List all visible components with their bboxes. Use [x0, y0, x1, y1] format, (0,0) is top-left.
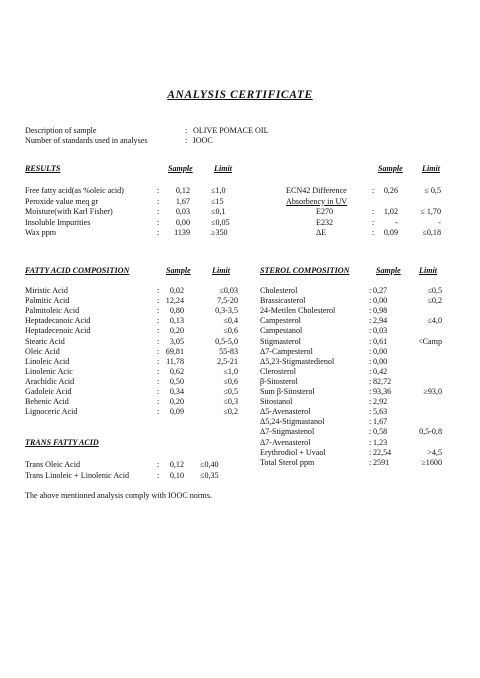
results-row-name: Moisture(with Karl Fisher): [25, 207, 113, 217]
sterol-row-name: Campestanol: [260, 326, 303, 336]
sterol-limit-header: Limit: [419, 266, 437, 275]
results-row-name: Insoluble Impurities: [25, 217, 91, 227]
sterol-row-sample: 22,54: [373, 447, 392, 457]
sterol-row-sample: 2591: [373, 457, 390, 467]
uv-row-name: E232: [316, 217, 334, 227]
fatty-acid-row-sample: 0,20: [169, 397, 184, 407]
results-row-limit: ≥350: [211, 228, 228, 238]
colon: :: [369, 356, 372, 366]
colon: :: [157, 316, 160, 326]
uv-row-limit: -: [438, 217, 441, 227]
colon: :: [369, 407, 372, 417]
colon: :: [369, 316, 372, 326]
sterol-row-sample: 0,98: [373, 306, 388, 316]
colon: :: [369, 376, 372, 386]
trans-row-name: Trans Linoleic + Linolenic Acid: [25, 470, 130, 480]
sterol-row-sample: 2,92: [373, 397, 388, 407]
colon: :: [157, 286, 160, 295]
colon: :: [369, 437, 372, 447]
sterol-row-name: Cholesterol: [260, 286, 298, 295]
fatty-acid-row-sample: 0,50: [169, 376, 184, 386]
results-sample-header: Sample: [168, 164, 193, 173]
fatty-acid-limit-header: Limit: [212, 266, 230, 275]
trans-row-limit: ≤0,35: [200, 470, 219, 480]
results-row-sample: 0,03: [175, 207, 190, 217]
fatty-acid-row-name: Linoleic Acid: [25, 356, 70, 366]
sterol-row-limit: ≥93,0: [423, 387, 442, 396]
results-row-limit: ≤1,0: [211, 186, 226, 195]
fatty-acid-row-limit: 55-83: [219, 346, 238, 356]
sterol-row-sample: 1,23: [373, 437, 388, 447]
fatty-acid-row-name: Palmitoleic Acid: [25, 306, 80, 316]
fatty-acid-row-name: Miristic Acid: [25, 286, 68, 295]
fatty-acid-row-sample: 0,13: [169, 316, 184, 326]
sterol-row-name: Stigmasterol: [260, 336, 301, 346]
ecn-limit: ≤ 0,5: [424, 186, 441, 195]
results-limit-header: Limit: [214, 164, 232, 173]
sterol-row-name: Δ7-Campesterol: [260, 346, 313, 356]
colon: :: [372, 217, 375, 227]
colon: :: [157, 387, 160, 396]
sterol-row-name: Δ7-Stigmastenol: [260, 427, 315, 437]
sterol-row-limit: >4,5: [427, 447, 442, 457]
colon: :: [185, 126, 188, 135]
colon: :: [157, 346, 160, 356]
fatty-acid-row-sample: 69,81: [165, 346, 184, 356]
uv-row-sample: -: [395, 217, 398, 227]
fatty-acid-row-limit: ≤0,3: [223, 397, 238, 407]
sterol-row-sample: 0,27: [373, 286, 388, 295]
colon: :: [369, 417, 372, 427]
results-row-sample: 0,12: [175, 186, 190, 195]
ecn-sample: 0,26: [383, 186, 398, 195]
sterol-row-limit: <Camp: [418, 336, 442, 346]
ecn-label: ECN42 Difference: [286, 186, 347, 195]
sterol-row-name: Δ5-Avenasterol: [260, 407, 311, 417]
colon: :: [157, 397, 160, 407]
colon: :: [369, 296, 372, 306]
sterol-row-sample: 93,36: [373, 387, 392, 396]
sterol-row-sample: 0,42: [373, 366, 388, 376]
sterol-row-name: Total Sterol ppm: [260, 457, 315, 467]
sterol-row-name: Δ5,24-Stigmastanol: [260, 417, 325, 427]
results-row-sample: 0,00: [175, 217, 190, 227]
fatty-acid-heading: FATTY ACID COMPOSITION: [25, 266, 130, 275]
fatty-acid-row-sample: 0,09: [169, 407, 184, 417]
fatty-acid-row-limit: 0,3-3,5: [215, 306, 238, 316]
fatty-acid-row-sample: 3,05: [169, 336, 184, 346]
results-row-limit: ≤0,05: [211, 217, 230, 227]
sterol-row-name: Δ5,23-Stigmastedienol: [260, 356, 335, 366]
sterol-row-sample: 0,03: [373, 326, 388, 336]
uv-row-limit: ≤0,18: [422, 228, 441, 238]
fatty-acid-row-limit: ≤0,5: [223, 387, 238, 396]
colon: :: [369, 286, 372, 295]
fatty-acid-row-name: Behenic Acid: [25, 397, 69, 407]
fatty-acid-row-name: Heptadecanoic Acid: [25, 316, 91, 326]
fatty-acid-row-sample: 0,20: [169, 326, 184, 336]
sterol-row-name: Erythrodiol + Uvaol: [260, 447, 326, 457]
fatty-acid-row-name: Arachidic Acid: [25, 376, 75, 386]
sterol-row-name: β-Sitosterol: [260, 376, 298, 386]
trans-row-sample: 0,10: [169, 470, 184, 480]
colon: :: [157, 460, 160, 469]
sterol-row-limit: 0,5-0,8: [419, 427, 442, 437]
fatty-acid-row-sample: 0,02: [169, 286, 184, 295]
colon: :: [372, 186, 375, 195]
results-row-limit: ≤15: [211, 196, 224, 206]
sterol-row-name: Clerosterol: [260, 366, 296, 376]
sterol-heading: STEROL COMPOSITION: [260, 266, 350, 275]
colon: :: [157, 366, 160, 376]
sterol-row-name: 24-Metilen Cholesterol: [260, 306, 336, 316]
fatty-acid-row-limit: 0,5-5,0: [215, 336, 238, 346]
uv-row-sample: 0,09: [383, 228, 398, 238]
colon: :: [157, 407, 160, 417]
fatty-acid-row-name: Lignoceric Acid: [25, 407, 78, 417]
fatty-acid-row-name: Gadoleic Acid: [25, 387, 72, 396]
sterol-row-sample: 0,61: [373, 336, 388, 346]
colon: :: [369, 346, 372, 356]
standards-label: Number of standards used in analyses: [25, 136, 148, 145]
sterol-row-sample: 1,67: [373, 417, 388, 427]
colon: :: [157, 336, 160, 346]
results-row-limit: ≤0,1: [211, 207, 226, 217]
colon: :: [157, 356, 160, 366]
fatty-acid-sample-header: Sample: [166, 266, 191, 275]
fatty-acid-row-limit: ≤0,03: [219, 286, 238, 295]
colon: :: [157, 207, 160, 217]
sterol-row-name: Sitostanol: [260, 397, 293, 407]
sterol-row-name: Brassicasterol: [260, 296, 306, 306]
fatty-acid-row-limit: 7,5-20: [217, 296, 238, 306]
fatty-acid-row-limit: ≤0,4: [223, 316, 238, 326]
uv-row-name: E270: [316, 207, 334, 217]
colon: :: [157, 228, 160, 238]
colon: :: [369, 366, 372, 376]
sterol-row-sample: 0,00: [373, 346, 388, 356]
uv-row-limit: ≤ 1,70: [420, 207, 441, 217]
results-heading: RESULTS: [25, 164, 61, 173]
colon: :: [369, 336, 372, 346]
sterol-row-limit: ≤0,5: [427, 286, 442, 295]
uv-row-sample: 1,02: [383, 207, 398, 217]
description-label: Description of sample: [25, 126, 97, 135]
fatty-acid-row-name: Heptadecenoic Acid: [25, 326, 91, 336]
fatty-acid-row-limit: ≤1,0: [223, 366, 238, 376]
fatty-acid-row-name: Stearic Acid: [25, 336, 65, 346]
sterol-row-name: Sum β-Sitosterol: [260, 387, 315, 396]
colon: :: [185, 136, 188, 145]
fatty-acid-row-sample: 0,80: [169, 306, 184, 316]
colon: :: [372, 228, 375, 238]
colon: :: [369, 427, 372, 437]
colon: :: [369, 397, 372, 407]
sterol-row-sample: 0,00: [373, 356, 388, 366]
colon: :: [369, 326, 372, 336]
results-row-sample: 1139: [174, 228, 190, 238]
page-title: ANALYSIS CERTIFICATE: [167, 89, 313, 101]
fatty-acid-row-name: Oleic Acid: [25, 346, 60, 356]
fatty-acid-row-sample: 11,78: [166, 356, 184, 366]
sterol-row-name: Δ7-Avenasterol: [260, 437, 311, 447]
uv-sample-header: Sample: [378, 164, 403, 173]
results-row-name: Peroxide value meq gr: [25, 196, 99, 206]
trans-row-sample: 0,12: [169, 460, 184, 469]
standards-value: IOOC: [193, 136, 213, 145]
colon: :: [157, 186, 160, 195]
fatty-acid-row-sample: 0,62: [169, 366, 184, 376]
fatty-acid-row-sample: 12,24: [165, 296, 184, 306]
fatty-acid-row-name: Linolenic Acic: [25, 366, 73, 376]
sterol-row-name: Campesterol: [260, 316, 301, 326]
colon: :: [157, 196, 160, 206]
absorbency-label: Absorbency in UV: [286, 196, 348, 206]
results-row-sample: 1,67: [175, 196, 190, 206]
trans-heading: TRANS FATTY ACID: [25, 438, 99, 447]
colon: :: [369, 387, 372, 396]
sterol-row-sample: 2,94: [373, 316, 388, 326]
fatty-acid-row-limit: ≤0,6: [223, 326, 238, 336]
sterol-row-limit: ≤0,2: [427, 296, 442, 306]
fatty-acid-row-limit: ≤0,6: [223, 376, 238, 386]
fatty-acid-row-name: Palmitic Acid: [25, 296, 70, 306]
sterol-row-sample: 0,58: [373, 427, 388, 437]
sterol-sample-header: Sample: [376, 266, 401, 275]
colon: :: [157, 217, 160, 227]
description-value: OLIVE POMACE OIL: [193, 126, 269, 135]
fatty-acid-row-limit: ≤0,2: [223, 407, 238, 417]
sterol-row-sample: 0,00: [373, 296, 388, 306]
colon: :: [157, 326, 160, 336]
fatty-acid-row-limit: 2,5-21: [217, 356, 238, 366]
colon: :: [157, 306, 160, 316]
sterol-row-sample: 82,72: [373, 376, 392, 386]
compliance-statement: The above mentioned analysis comply with IOOC norms.: [25, 491, 213, 500]
fatty-acid-row-sample: 0,34: [169, 387, 184, 396]
trans-row-name: Trans Oleic Acid: [25, 460, 81, 469]
uv-row-name: ΔE: [316, 228, 327, 238]
trans-row-limit: ≤0,40: [200, 460, 219, 469]
colon: :: [369, 457, 372, 467]
colon: :: [157, 470, 160, 480]
results-row-name: Free fatty acid(as %oleic acid): [25, 186, 124, 195]
colon: :: [369, 306, 372, 316]
uv-limit-header: Limit: [422, 164, 440, 173]
sterol-row-limit: ≥1600: [421, 457, 442, 467]
sterol-row-sample: 5,63: [373, 407, 388, 417]
sterol-row-limit: ≤4,0: [427, 316, 442, 326]
colon: :: [369, 447, 372, 457]
colon: :: [157, 376, 160, 386]
colon: :: [157, 296, 160, 306]
results-row-name: Wax ppm: [25, 228, 57, 238]
colon: :: [372, 207, 375, 217]
